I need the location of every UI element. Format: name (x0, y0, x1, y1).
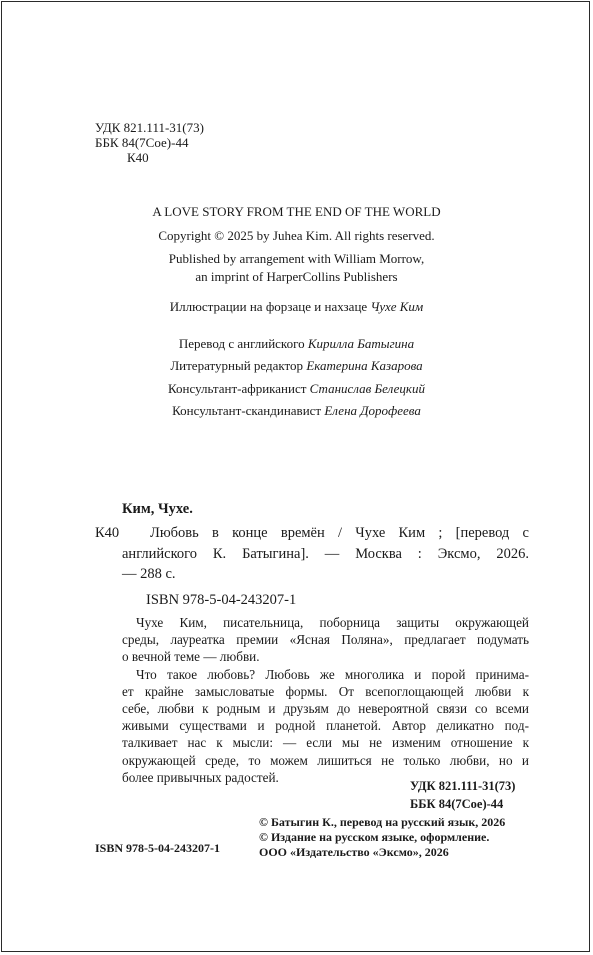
published-line-2: an imprint of HarperCollins Publishers (195, 268, 398, 284)
annotation-line: живыми существами и родной планетой. Автор деликатно под- (122, 718, 529, 734)
bib-isbn: ISBN 978-5-04-243207-1 (146, 592, 297, 608)
annotation-line: ет крайне замысловатые формы. От всепоглощающей любви к (122, 683, 529, 699)
credit-translator (0, 333, 593, 355)
credits-list (0, 333, 593, 422)
credit-role: Перевод с английского (178, 336, 305, 351)
bib-line: Любовь в конце времён / Чухе Ким ; [перевод с (150, 525, 529, 541)
classification-codes (95, 120, 204, 165)
annotation-line: талкивает нас к мысли: — если мы не изменим отношение к (122, 735, 529, 751)
annotation-line: Чухе Ким, писательница, поборница защиты окружающей (136, 615, 529, 630)
credit-role: Литературный редактор (170, 358, 304, 374)
credit-role: Консультант-скандинавист (172, 402, 322, 418)
footer-classification (410, 777, 515, 813)
bib-description (122, 523, 529, 585)
credit-name: Кирилла Батыгина (307, 336, 415, 351)
bib-author: Ким, Чухе. (122, 501, 193, 517)
bib-line: английского К. Батыгина]. — Москва : Эксмо, 2026. (122, 545, 529, 562)
illustrations-author: Чухе Ким (370, 299, 424, 314)
copyright-translation: © Батыгин К., перевод на русский язык, 2026 (259, 815, 506, 829)
annotation-line: себе, любви к родным и друзьям до невероятной связи со всеми (122, 701, 529, 717)
bib-author-sign: К40 (95, 525, 120, 541)
copyright-publisher: ООО «Издательство «Эксмо», 2026 (259, 845, 449, 859)
credit-africanist (0, 378, 593, 400)
bbk-code: ББК 84(7Сое)-44 (95, 135, 189, 150)
credit-role: Консультант-африканист (168, 380, 307, 396)
annotation-line: более привычных радостей. (122, 769, 279, 785)
annotation-line: Что такое любовь? Любовь же многолика и порой принима- (136, 666, 529, 682)
footer-udk: УДК 821.111-31(73) (410, 779, 516, 793)
copyright-block (0, 203, 593, 285)
footer-isbn: ISBN 978-5-04-243207-1 (95, 841, 220, 855)
credit-name: Станислав Белецкий (309, 380, 425, 396)
copyright-line: Copyright © 2025 by Juhea Kim. All rights reserved. (158, 227, 435, 243)
illustrations-label: Иллюстрации на форзаце и нахзаце (169, 299, 368, 314)
original-title: A LOVE STORY FROM THE END OF THE WORLD (152, 204, 441, 219)
published-line-1: Published by arrangement with William Morrow, (168, 251, 425, 266)
credit-editor (0, 355, 593, 377)
annotation (122, 614, 529, 786)
footer-bbk: ББК 84(7Сое)-44 (410, 797, 504, 811)
footer-copyright (259, 815, 505, 860)
credit-name: Елена Дорофеева (324, 402, 421, 418)
annotation-line: о вечной теме — любви. (122, 649, 260, 665)
annotation-line: среды, лауреатка премии «Ясная Поляна», предлагает подумать (122, 632, 529, 648)
udk-code: УДК 821.111-31(73) (95, 120, 204, 135)
illustrations-credit (0, 299, 593, 315)
credit-scandinavist (0, 400, 593, 422)
annotation-line: окружающей среде, то можем лишиться не только любви, но и (122, 752, 529, 768)
bib-line: — 288 с. (122, 566, 176, 582)
copyright-edition: © Издание на русском языке, оформление. (259, 830, 490, 844)
author-sign: К40 (127, 150, 149, 165)
credit-name: Екатерина Казарова (306, 358, 423, 374)
